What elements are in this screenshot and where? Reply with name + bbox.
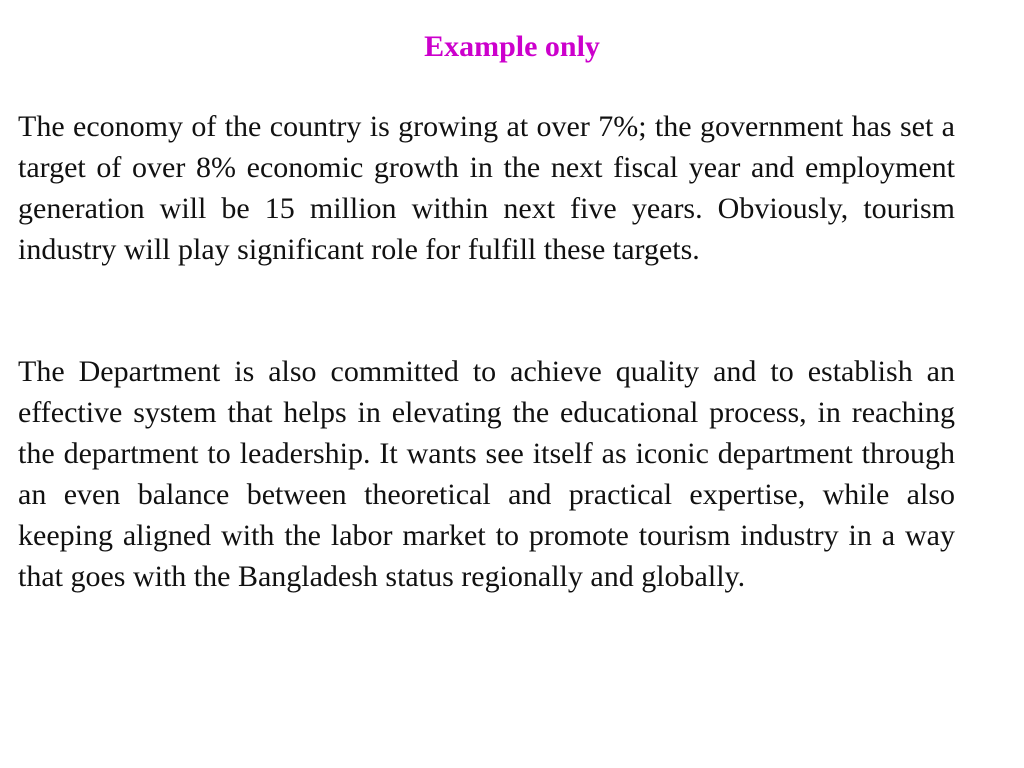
slide-title: Example only [424,30,600,63]
body-paragraph-economy: The economy of the country is growing at over 7%; the government has set a target of over 8% economic growth in the next fiscal year and employment generation will be 15 million within next five years. Obviously, tourism industry will play significant role for fulfill these targets. [18,110,955,266]
body-paragraph-department: The Department is also committed to achieve quality and to establish an effective system that helps in elevating the educational process, in reaching the department to leadership. It wants see itself as iconic department through an even balance between theoretical and practical expertise, while also keeping aligned with the labor market to promote tourism industry in a way that goes with the Bangladesh status regionally and globally. [18,355,955,593]
